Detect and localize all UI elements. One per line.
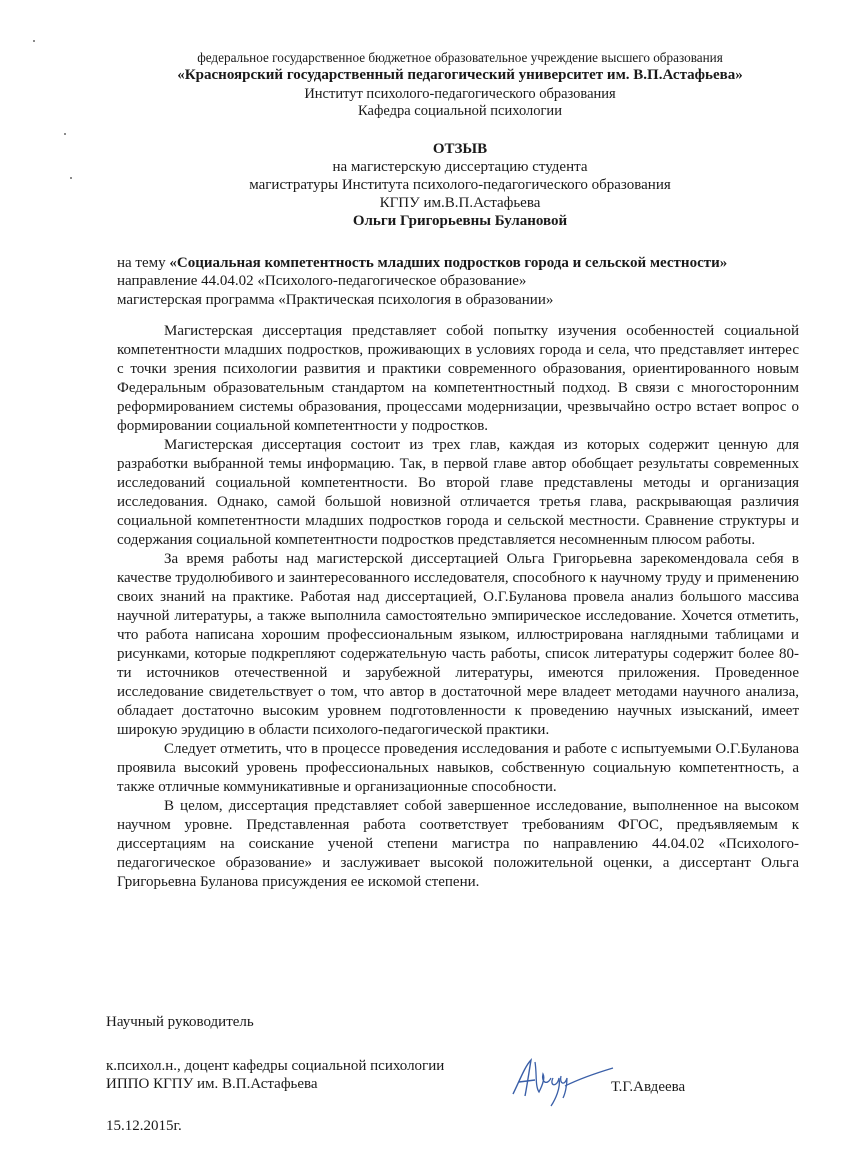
university-name: «Красноярский государственный педагогический университет им. В.П.Астафьева» <box>177 67 743 83</box>
department-name: Кафедра социальной психологии <box>358 103 562 119</box>
document-date: 15.12.2015г. <box>106 1118 182 1134</box>
scan-speck <box>64 133 66 135</box>
paragraph: В целом, диссертация представляет собой завершенное исследование, выполненное на высоком научном уровне. Представленная работа соответствует требованиям ФГОС, предъявляемым к диссертациям на соискание ученой степени магистра по направлению 44.04.02 «Психолого-педагогическое образование» и заслуживает высокой положительной оценки, а диссертант Ольга Григорьевна Буланова присуждения ее искомой степени. <box>117 798 799 890</box>
title-subline-3: КГПУ им.В.П.Астафьева <box>379 195 541 211</box>
supervisor-name: Т.Г.Авдеева <box>611 1079 686 1095</box>
document-title: ОТЗЫВ <box>432 141 488 157</box>
supervisor-role: Научный руководитель <box>106 1014 254 1030</box>
supervisor-position-2: ИППО КГПУ им. В.П.Астафьева <box>106 1076 318 1092</box>
topic-prefix: на тему <box>117 255 170 271</box>
handwritten-signature <box>505 1052 615 1112</box>
title-subline-2: магистратуры Института психолого-педагогического образования <box>249 177 671 193</box>
institution-type: федеральное государственное бюджетное образовательное учреждение высшего образования <box>197 50 723 65</box>
study-program: магистерская программа «Практическая психология в образовании» <box>117 292 554 308</box>
study-direction: направление 44.04.02 «Психолого-педагогическое образование» <box>117 273 527 289</box>
scan-speck <box>33 40 35 42</box>
scan-speck <box>70 177 72 179</box>
paragraph: Следует отметить, что в процессе проведения исследования и работе с испытуемыми О.Г.Буланова проявила высокий уровень профессиональных навыков, собственную социальную компетентность, а также отличные коммуникативные и организационные способности. <box>117 741 799 795</box>
thesis-topic <box>117 254 807 273</box>
paragraph: Магистерская диссертация состоит из трех глав, каждая из которых содержит ценную для разработки выбранной темы информацию. Так, в первой главе автор обобщает результаты современных исследований социальной компетентности. Во второй главе представлены методы и организация исследования. Однако, самой большой новизной отличается третья глава, раскрывающая различия социальной компетентности младших подростков города и сельской местности. Сравнение структуры и содержания социальной компетентности подростков представляется несомненным плюсом работы. <box>117 437 799 548</box>
topic-title: «Социальная компетентность младших подростков города и сельской местности» <box>169 255 728 271</box>
paragraph: Магистерская диссертация представляет собой попытку изучения особенностей социальной компетентности младших подростков, проживающих в условиях города и села, что представляет интерес с точки зрения психологии развития и практики современного образования, ориентированного новым Федеральным образовательным стандартом на компетентностный подход. В связи с многосторонним реформированием системы образования, процессами модернизации, чрезвычайно остро встает вопрос о формировании социальной компетентности у подростков. <box>117 323 799 434</box>
student-name: Ольги Григорьевны Булановой <box>352 213 568 229</box>
paragraph: За время работы над магистерской диссертацией Ольга Григорьевна зарекомендовала себя в качестве трудолюбивого и заинтересованного исследователя, способного к научному труду и применению своих знаний на практике. Работая над диссертацией, О.Г.Буланова провела анализ большого массива научной литературы, а также выполнила самостоятельно эмпирическое исследование. Хочется отметить, что работа написана хорошим профессиональным языком, иллюстрирована наглядными таблицами и рисунками, которые подкрепляют содержательную часть работы, список литературы содержит более 80-ти источников отечественной и зарубежной литературы, имеются приложения. Проведенное исследование свидетельствует о том, что автор в достаточной мере владеет методами научного анализа, обладает достаточно высоким уровнем подготовленности к проведению научных изысканий, имеет широкую эрудицию в области психолого-педагогической практики. <box>117 551 799 738</box>
review-body <box>117 322 799 892</box>
supervisor-position-1: к.психол.н., доцент кафедры социальной психологии <box>106 1058 445 1074</box>
institute-name: Институт психолого-педагогического образования <box>304 86 616 102</box>
title-subline-1: на магистерскую диссертацию студента <box>332 159 588 175</box>
